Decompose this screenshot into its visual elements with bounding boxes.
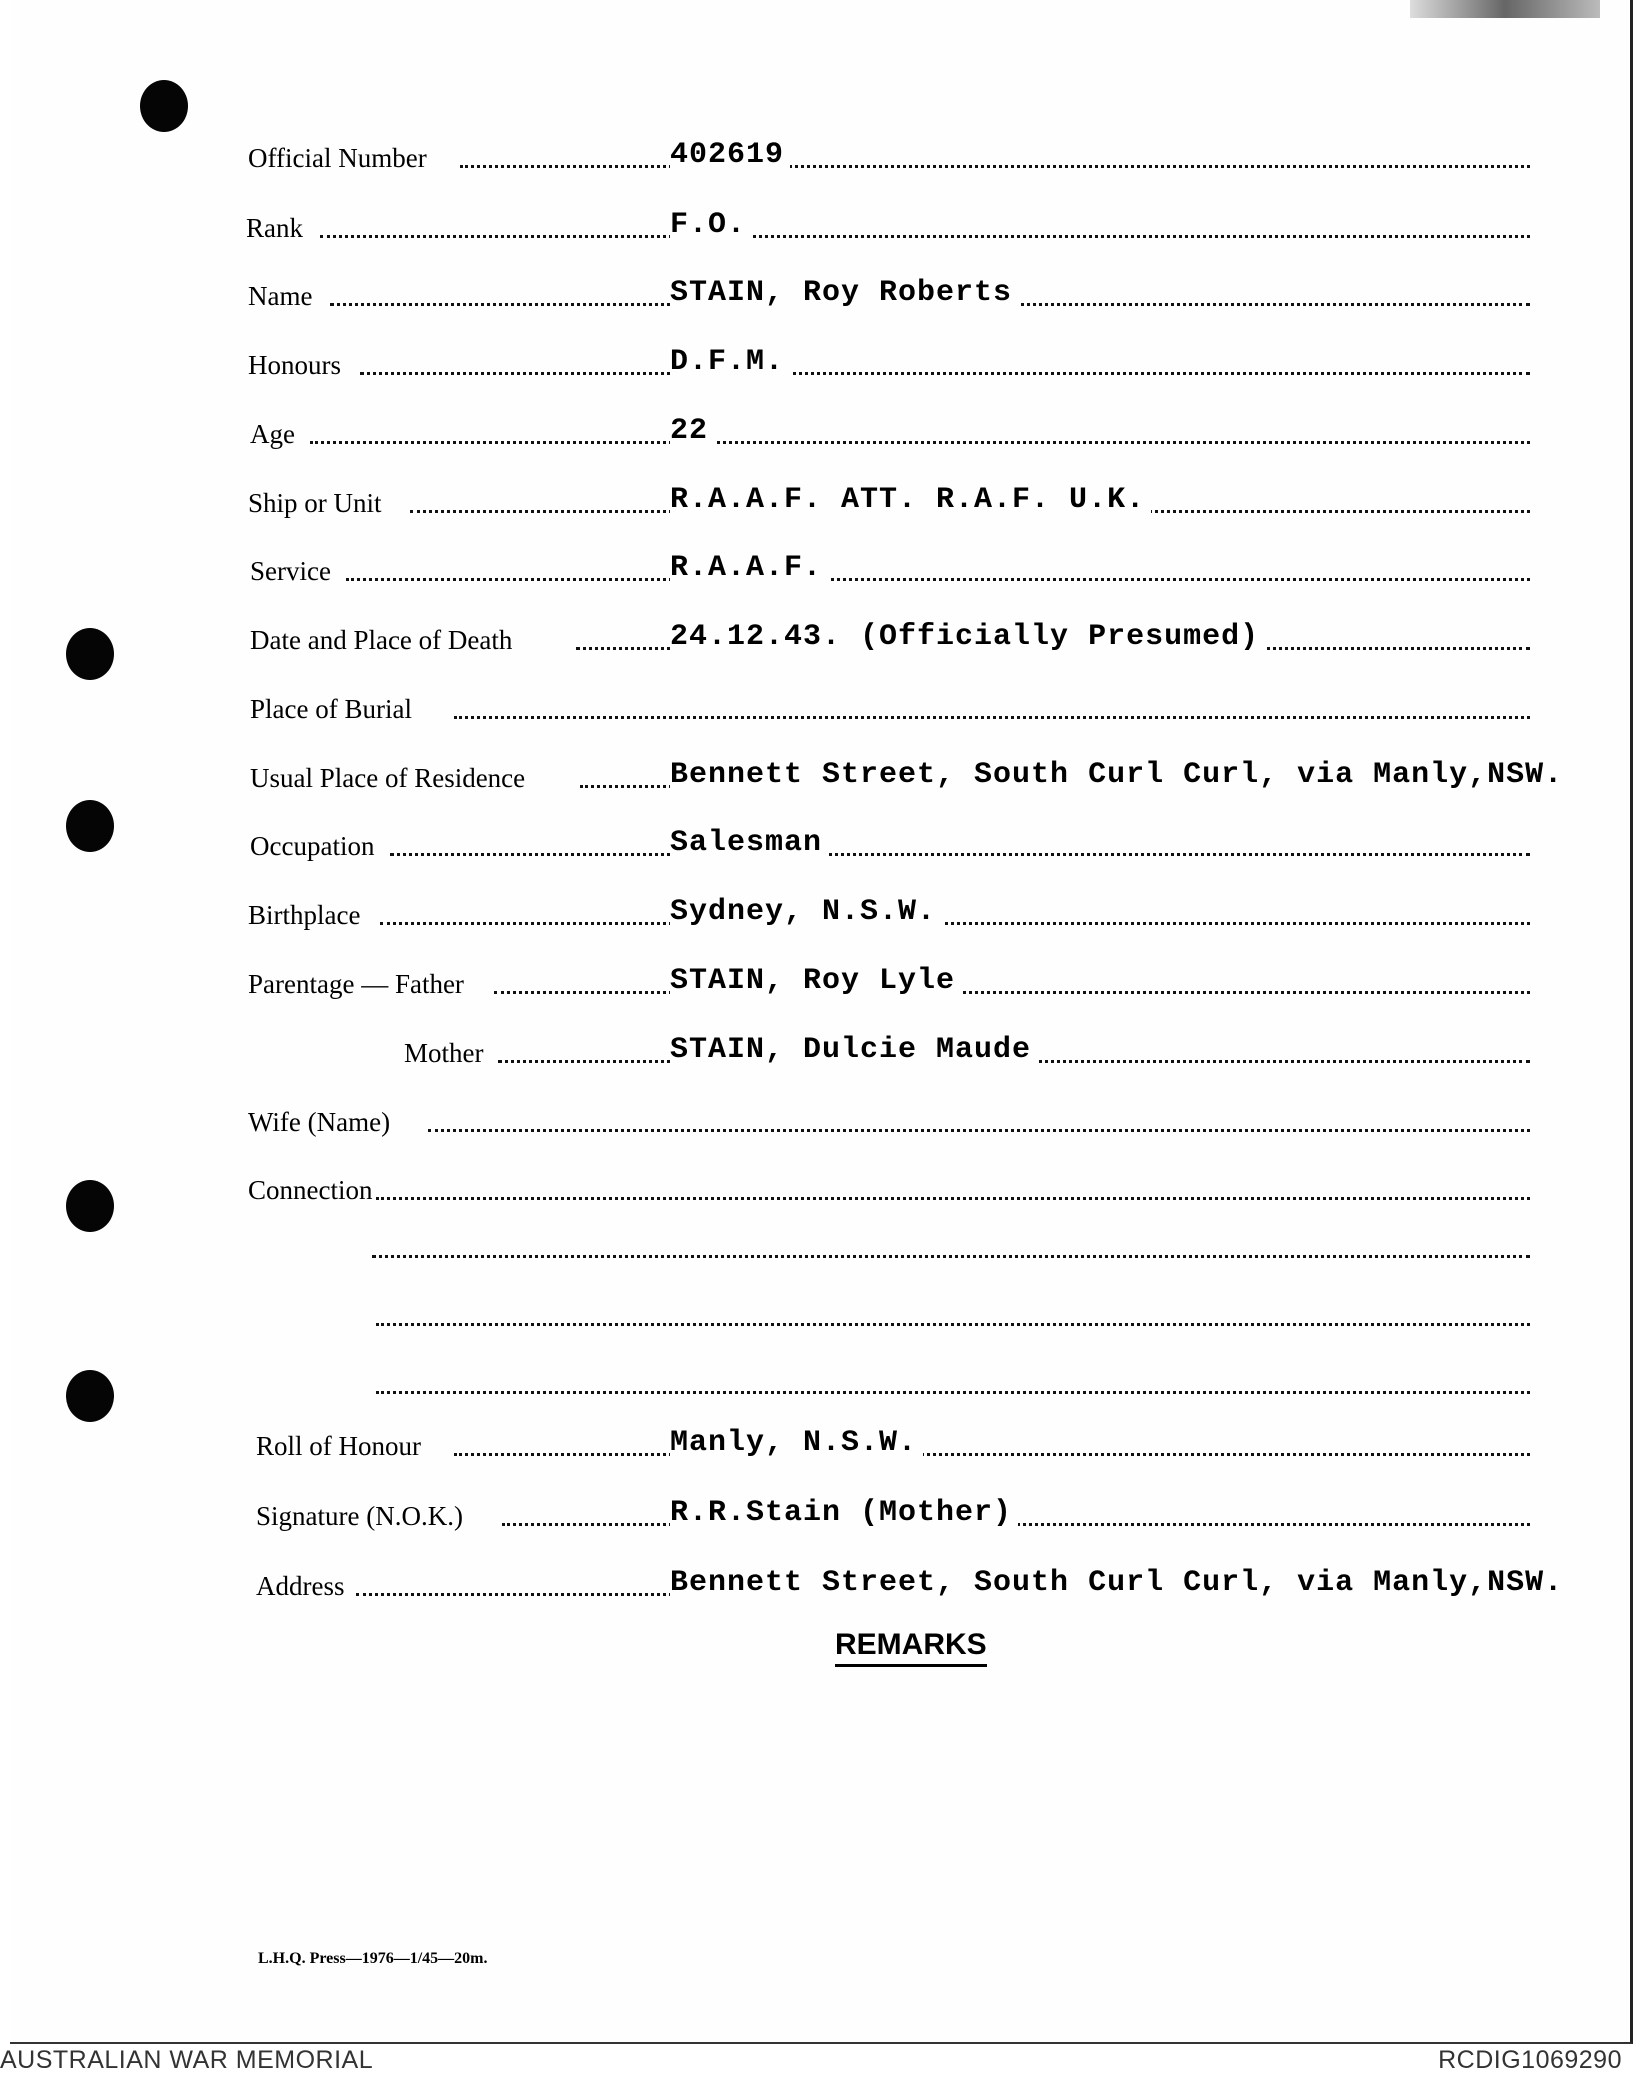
dotted-line [454, 713, 1530, 719]
field-label: Rank [246, 213, 303, 243]
field-wife-name [10, 1084, 1630, 1144]
field-label: Honours [248, 350, 341, 380]
dotted-line [372, 1252, 1530, 1258]
field-value: 24.12.43. (Officially Presumed) [670, 620, 1265, 654]
field-value: STAIN, Dulcie Maude [670, 1033, 1037, 1067]
field-value: 22 [670, 414, 714, 448]
field-label: Wife (Name) [248, 1107, 391, 1137]
dotted-line [380, 919, 1530, 925]
field-value: R.A.A.F. ATT. R.A.F. U.K. [670, 483, 1151, 517]
remarks-heading: REMARKS [835, 1628, 987, 1667]
footer-reference-id: RCDIG1069290 [1438, 2046, 1622, 2074]
field-name [10, 258, 1630, 318]
field-value: 402619 [670, 138, 790, 172]
field-label: Name [248, 281, 313, 311]
connection-line-extra [10, 1346, 1630, 1406]
field-value: STAIN, Roy Roberts [670, 276, 1018, 310]
field-birthplace [10, 877, 1630, 937]
field-mother [10, 1015, 1630, 1075]
field-value: Bennett Street, South Curl Curl, via Manly,NSW. [670, 758, 1569, 792]
field-label: Date and Place of Death [250, 625, 513, 655]
dotted-line [376, 1194, 1530, 1200]
field-label: Official Number [248, 143, 427, 173]
field-ship-or-unit [10, 465, 1630, 525]
field-value: D.F.M. [670, 345, 790, 379]
field-service [10, 533, 1630, 593]
field-occupation [10, 808, 1630, 868]
record-card [10, 0, 1633, 2044]
field-connection [10, 1152, 1630, 1212]
field-label: Address [256, 1571, 345, 1601]
field-label: Roll of Honour [256, 1431, 421, 1461]
scan-artifact [1410, 0, 1600, 18]
field-label: Connection [248, 1175, 373, 1205]
field-date-place-of-death [10, 602, 1630, 662]
field-value: F.O. [670, 208, 752, 242]
field-place-of-burial [10, 671, 1630, 731]
field-honours [10, 327, 1630, 387]
field-parentage-father [10, 946, 1630, 1006]
printer-imprint: L.H.Q. Press—1976—1/45—20m. [258, 1950, 488, 1967]
dotted-line [460, 162, 1530, 168]
field-label: Mother [404, 1038, 484, 1068]
field-value: Manly, N.S.W. [670, 1426, 923, 1460]
field-label: Ship or Unit [248, 488, 382, 518]
dotted-line [310, 438, 1530, 444]
dotted-line [390, 850, 1530, 856]
dotted-line [494, 988, 1530, 994]
field-rank [10, 190, 1630, 250]
field-value: Salesman [670, 826, 828, 860]
field-label: Parentage — Father [248, 969, 464, 999]
field-roll-of-honour [10, 1408, 1630, 1468]
field-value: R.R.Stain (Mother) [670, 1496, 1018, 1530]
field-label: Place of Burial [250, 694, 412, 724]
footer-institution: AUSTRALIAN WAR MEMORIAL [0, 2046, 374, 2074]
field-value: Sydney, N.S.W. [670, 895, 942, 929]
field-age [10, 396, 1630, 456]
connection-line-extra [10, 1278, 1630, 1338]
field-label: Birthplace [248, 900, 361, 930]
field-label: Occupation [250, 831, 375, 861]
dotted-line [360, 369, 1530, 375]
field-signature-nok [10, 1478, 1630, 1538]
dotted-line [376, 1388, 1530, 1394]
field-address [10, 1548, 1630, 1608]
field-official-number [10, 120, 1630, 180]
field-label: Service [250, 556, 331, 586]
field-value: STAIN, Roy Lyle [670, 964, 961, 998]
dotted-line [376, 1320, 1530, 1326]
dotted-line [428, 1126, 1530, 1132]
field-value: Bennett Street, South Curl Curl, via Manly,NSW. [670, 1566, 1569, 1600]
field-value: R.A.A.F. [670, 551, 828, 585]
dotted-line [454, 1450, 1530, 1456]
field-label: Usual Place of Residence [250, 763, 526, 793]
field-label: Signature (N.O.K.) [256, 1501, 463, 1531]
field-usual-place-of-residence [10, 740, 1630, 800]
field-label: Age [250, 419, 295, 449]
connection-line-extra [10, 1210, 1630, 1270]
dotted-line [346, 575, 1530, 581]
dotted-line [320, 232, 1530, 238]
